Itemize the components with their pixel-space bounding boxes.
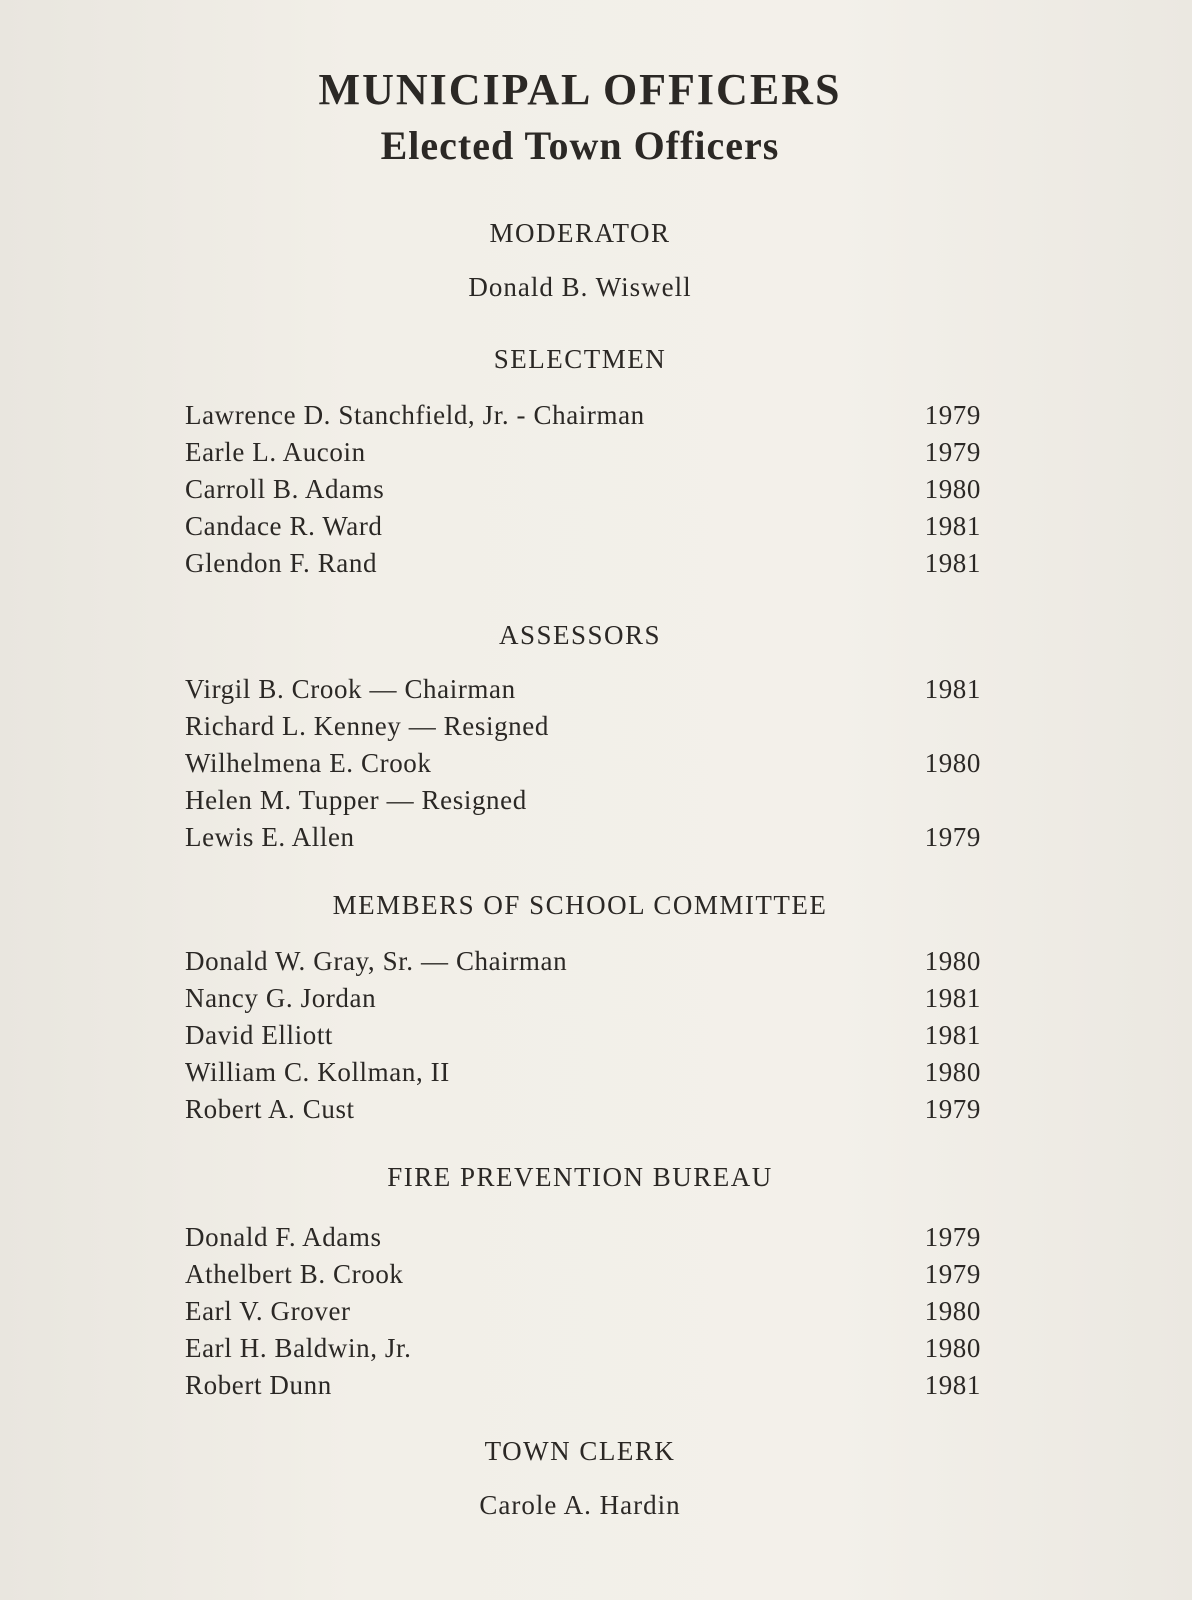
list-item: [185, 1057, 981, 1094]
officer-name: Glendon F. Rand: [185, 548, 378, 578]
list-item: [185, 674, 981, 711]
officer-name: Richard L. Kenney — Resigned: [185, 711, 549, 741]
term-year: 1980: [924, 474, 981, 504]
term-year: 1979: [924, 1094, 981, 1124]
term-year: 1979: [924, 437, 981, 467]
officer-name: Donald W. Gray, Sr. — Chairman: [185, 946, 568, 976]
term-year: 1979: [924, 400, 981, 430]
page-subtitle: Elected Town Officers: [380, 123, 780, 168]
school-committee-heading: MEMBERS OF SCHOOL COMMITTEE: [332, 890, 828, 920]
assessors-heading: ASSESSORS: [498, 620, 662, 650]
list-item: [185, 785, 981, 822]
term-year: 1981: [924, 511, 981, 541]
list-item: [185, 548, 981, 585]
officer-name: Lawrence D. Stanchfield, Jr. - Chairman: [185, 400, 645, 430]
officer-name: Robert A. Cust: [185, 1094, 355, 1124]
officer-name: Lewis E. Allen: [185, 822, 355, 852]
officer-name: Candace R. Ward: [185, 511, 383, 541]
list-item: [185, 946, 981, 983]
officer-name: Athelbert B. Crook: [185, 1259, 404, 1289]
term-year: 1980: [924, 748, 981, 778]
officer-name: Robert Dunn: [185, 1370, 332, 1400]
selectmen-heading: SELECTMEN: [493, 344, 667, 374]
officer-name: William C. Kollman, II: [185, 1057, 450, 1087]
officer-name: Wilhelmena E. Crook: [185, 748, 432, 778]
list-item: [185, 474, 981, 511]
page-title: MUNICIPAL OFFICERS: [318, 65, 842, 114]
term-year: 1981: [924, 1020, 981, 1050]
list-item: [185, 983, 981, 1020]
list-item: [185, 822, 981, 859]
officer-name: Carroll B. Adams: [185, 474, 385, 504]
officer-name: Donald F. Adams: [185, 1222, 382, 1252]
list-item: [185, 1094, 981, 1131]
list-item: [185, 1333, 981, 1370]
list-item: [185, 437, 981, 474]
fire-prevention-heading: FIRE PREVENTION BUREAU: [387, 1162, 773, 1192]
term-year: 1980: [924, 1296, 981, 1326]
list-item: [185, 748, 981, 785]
term-year: 1980: [924, 1333, 981, 1363]
school-committee-list: [185, 946, 981, 1131]
term-year: 1980: [924, 1057, 981, 1087]
list-item: [185, 711, 981, 748]
term-year: 1981: [924, 983, 981, 1013]
list-item: [185, 1370, 981, 1407]
list-item: [185, 400, 981, 437]
officer-name: Earl V. Grover: [185, 1296, 351, 1326]
assessors-list: [185, 674, 981, 859]
list-item: [185, 1020, 981, 1057]
selectmen-list: [185, 400, 981, 585]
list-item: [185, 511, 981, 548]
officer-name: David Elliott: [185, 1020, 334, 1050]
fire-prevention-list: [185, 1222, 981, 1407]
town-clerk-name: Carole A. Hardin: [479, 1490, 681, 1520]
moderator-heading: MODERATOR: [489, 218, 671, 248]
officer-name: Earle L. Aucoin: [185, 437, 366, 467]
list-item: [185, 1259, 981, 1296]
list-item: [185, 1222, 981, 1259]
term-year: 1981: [924, 674, 981, 704]
town-clerk-heading: TOWN CLERK: [484, 1436, 676, 1466]
moderator-name: Donald B. Wiswell: [468, 272, 692, 302]
officer-name: Nancy G. Jordan: [185, 983, 377, 1013]
list-item: [185, 1296, 981, 1333]
term-year: 1980: [924, 946, 981, 976]
officer-name: Helen M. Tupper — Resigned: [185, 785, 527, 815]
term-year: 1979: [924, 1222, 981, 1252]
officer-name: Virgil B. Crook — Chairman: [185, 674, 516, 704]
term-year: 1979: [924, 1259, 981, 1289]
term-year: 1981: [924, 548, 981, 578]
term-year: 1979: [924, 822, 981, 852]
officer-name: Earl H. Baldwin, Jr.: [185, 1333, 412, 1363]
term-year: 1981: [924, 1370, 981, 1400]
